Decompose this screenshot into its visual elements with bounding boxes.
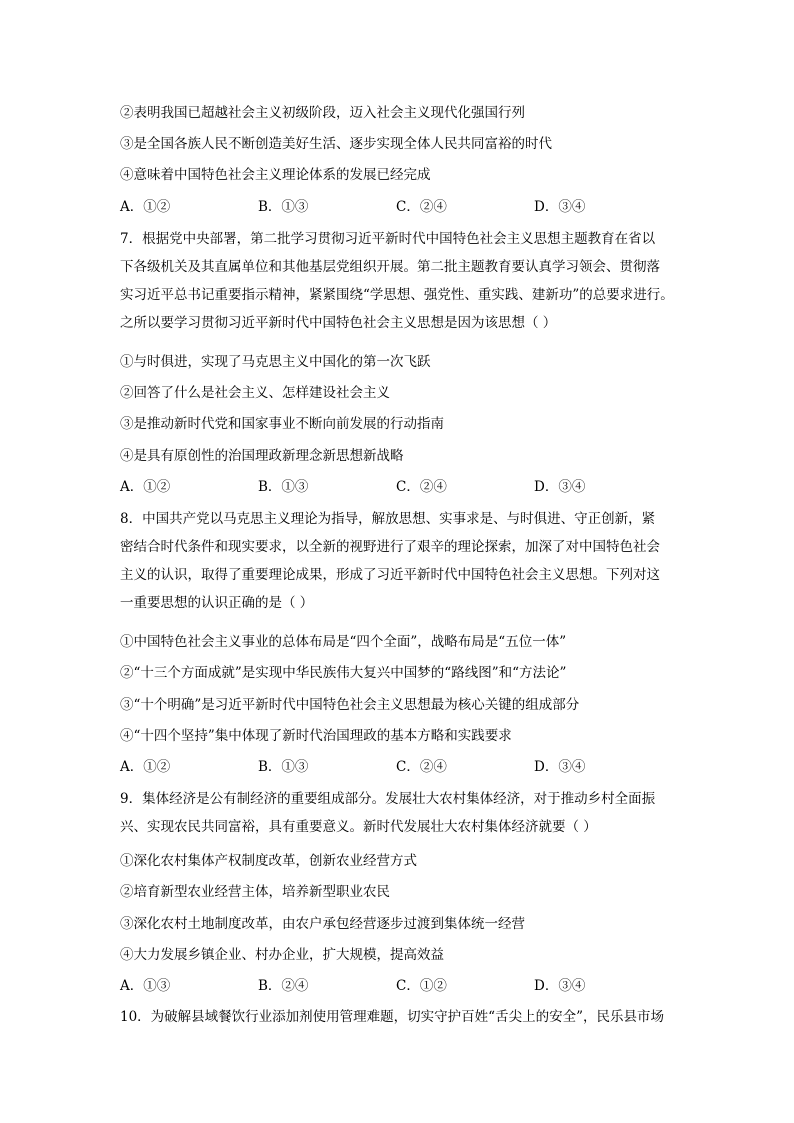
q8-option-c[interactable]: C．②④ [396,759,447,775]
q9-option-a[interactable]: A．①③ [120,978,171,994]
q6-item-4: ④意味着中国特色社会主义理论体系的发展已经完成 [120,167,431,183]
q7-stem-line-1: 7．根据党中央部署，第二批学习贯彻习近平新时代中国特色社会主义思想主题教育在省以 [120,231,656,247]
q7-stem-line-4: 之所以要学习贯彻习近平新时代中国特色社会主义思想是因为该思想（ ） [120,315,557,331]
q8-item-4: ④“十四个坚持”集中体现了新时代治国理政的基本方略和实践要求 [120,728,512,744]
q7-item-1: ①与时俱进，实现了马克思主义中国化的第一次飞跃 [120,354,431,370]
q9-option-c[interactable]: C．①② [396,978,447,994]
q9-stem-line-2: 兴、实现农民共同富裕，具有重要意义。新时代发展壮大农村集体经济就要（ ） [120,819,597,835]
q6-option-d[interactable]: D．③④ [534,199,586,215]
q8-item-2: ②“十三个方面成就”是实现中华民族伟大复兴中国梦的“路线图”和“方法论” [120,665,567,681]
q8-stem-line-4: 一重要思想的认识正确的是（ ） [120,595,314,611]
q8-item-1: ①中国特色社会主义事业的总体布局是“四个全面”，战略布局是“五位一体” [120,634,567,650]
q7-stem-line-2: 下各级机关及其直属单位和其他基层党组织开展。第二批主题教育要认真学习领会、贯彻落 [120,259,660,275]
q7-stem-line-3: 实习近平总书记重要指示精神，紧紧围绕“学思想、强党性、重实践、建新功”的总要求进行。 [120,287,674,303]
q7-item-3: ③是推动新时代党和国家事业不断向前发展的行动指南 [120,416,444,432]
q8-stem-line-1: 8．中国共产党以马克思主义理论为指导，解放思想、实事求是、与时俱进、守正创新，紧 [120,511,656,527]
q8-option-a[interactable]: A．①② [120,759,171,775]
q8-stem-line-3: 主义的认识，取得了重要理论成果，形成了习近平新时代中国特色社会主义思想。下列对这 [120,567,660,583]
q7-option-b[interactable]: B．①③ [258,479,309,495]
q6-option-b[interactable]: B．①③ [258,199,309,215]
q9-item-4: ④大力发展乡镇企业、村办企业，扩大规模，提高效益 [120,947,444,963]
q8-item-3: ③“十个明确”是习近平新时代中国特色社会主义思想最为核心关键的组成部分 [120,697,580,713]
q7-option-d[interactable]: D．③④ [534,479,586,495]
q9-stem-line-1: 9．集体经济是公有制经济的重要组成部分。发展壮大农村集体经济，对于推动乡村全面振 [120,791,656,807]
q8-option-b[interactable]: B．①③ [258,759,309,775]
q7-option-a[interactable]: A．①② [120,479,171,495]
q9-item-3: ③深化农村土地制度改革，由农户承包经营逐步过渡到集体统一经营 [120,916,525,932]
q9-item-2: ②培育新型农业经营主体，培养新型职业农民 [120,884,390,900]
q7-option-c[interactable]: C．②④ [396,479,447,495]
q7-item-2: ②回答了什么是社会主义、怎样建设社会主义 [120,385,390,401]
q6-item-2: ②表明我国已超越社会主义初级阶段，迈入社会主义现代化强国行列 [120,105,525,121]
q7-item-4: ④是具有原创性的治国理政新理念新思想新战略 [120,448,404,464]
q9-item-1: ①深化农村集体产权制度改革，创新农业经营方式 [120,853,417,869]
q8-option-d[interactable]: D．③④ [534,759,586,775]
q9-option-d[interactable]: D．③④ [534,978,586,994]
q9-option-b[interactable]: B．②④ [258,978,309,994]
q6-option-c[interactable]: C．②④ [396,199,447,215]
q8-stem-line-2: 密结合时代条件和现实要求，以全新的视野进行了艰辛的理论探索，加深了对中国特色社会 [120,539,660,555]
q10-stem-line-1: 10．为破解县域餐饮行业添加剂使用管理难题，切实守护百姓“舌尖上的安全”，民乐县市场 [120,1009,664,1025]
q6-item-3: ③是全国各族人民不断创造美好生活、逐步实现全体人民共同富裕的时代 [120,136,552,152]
q6-option-a[interactable]: A．①② [120,199,171,215]
